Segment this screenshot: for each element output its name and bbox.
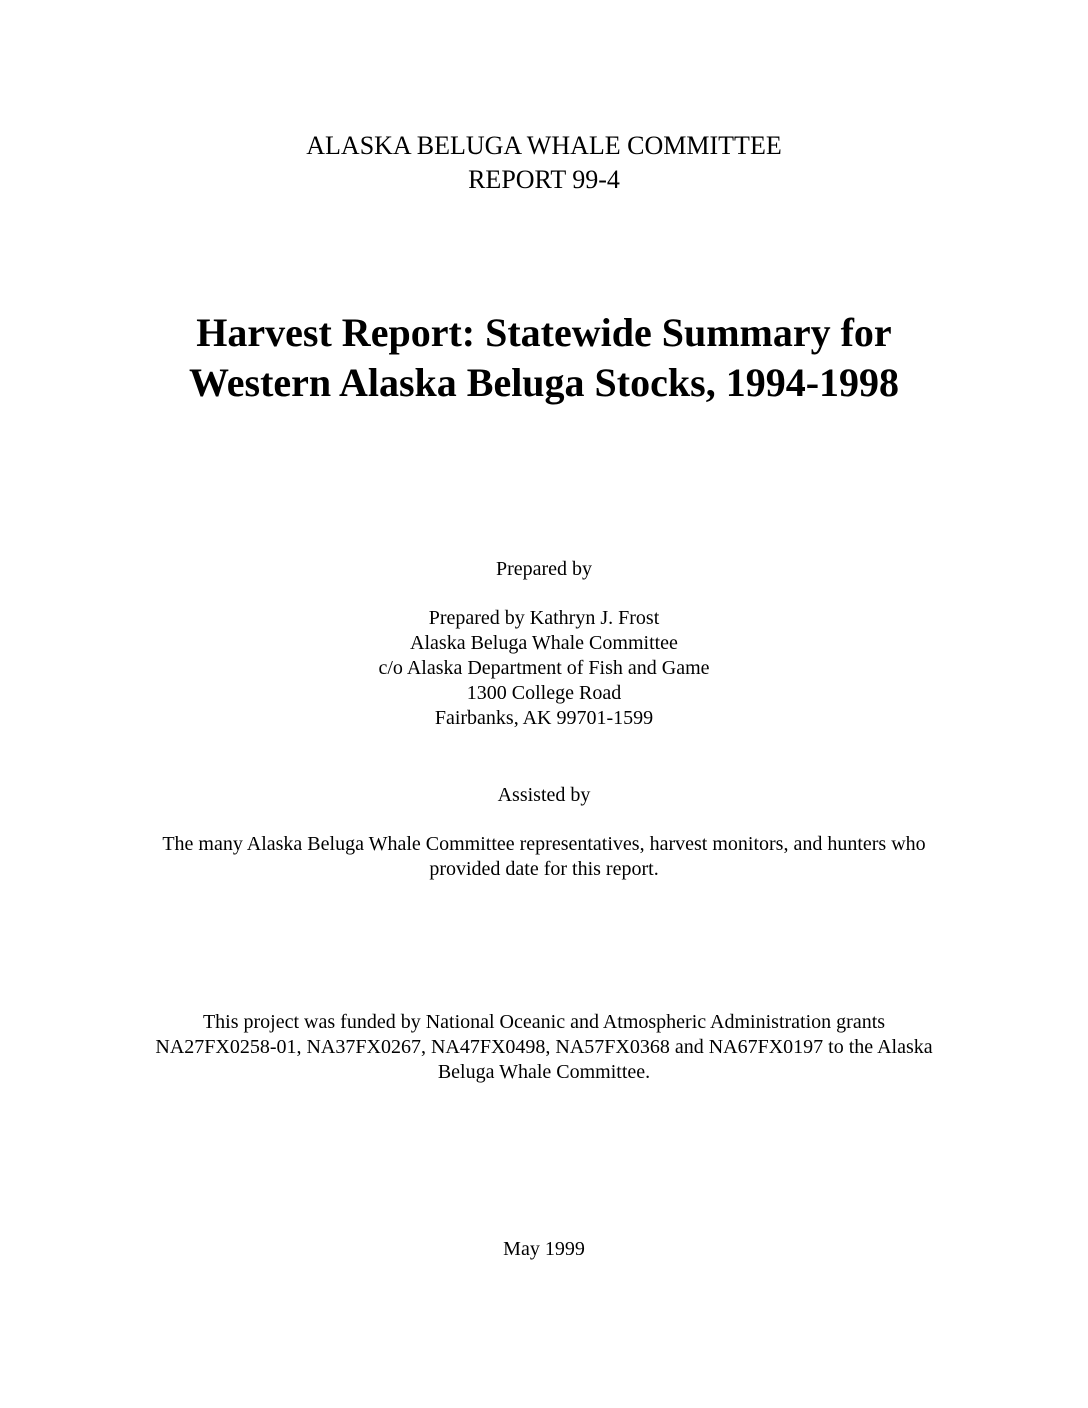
- report-title-line-2: Western Alaska Beluga Stocks, 1994-1998: [188, 360, 900, 405]
- author-care-of: c/o Alaska Department of Fish and Game: [378, 657, 710, 679]
- author-city: Fairbanks, AK 99701-1599: [434, 707, 654, 729]
- author-street: 1300 College Road: [466, 682, 622, 704]
- funding-line-1: This project was funded by National Oceanic and Atmospheric Administration grants: [202, 1011, 886, 1033]
- report-title-line-1: Harvest Report: Statewide Summary for: [196, 310, 892, 355]
- author-address-block: [0, 606, 1088, 731]
- author-name: Prepared by Kathryn J. Frost: [428, 607, 660, 629]
- funding-statement: [0, 1010, 1088, 1085]
- assisted-by-heading: Assisted by: [497, 784, 591, 806]
- assisted-by-line-1: The many Alaska Beluga Whale Committee representatives, harvest monitors, and hunters who: [162, 833, 926, 855]
- author-organization: Alaska Beluga Whale Committee: [410, 632, 678, 654]
- assisted-by-line-2: provided date for this report.: [429, 858, 659, 880]
- funding-line-3: Beluga Whale Committee.: [437, 1061, 651, 1083]
- prepared-by-heading: Prepared by: [495, 558, 593, 580]
- assisted-by-text: [0, 832, 1088, 882]
- report-number: REPORT 99-4: [468, 165, 620, 194]
- organization-name: ALASKA BELUGA WHALE COMMITTEE: [306, 131, 782, 160]
- publication-date: May 1999: [503, 1238, 585, 1260]
- funding-line-2: NA27FX0258-01, NA37FX0267, NA47FX0498, NA57FX0368 and NA67FX0197 to the Alaska: [155, 1036, 933, 1058]
